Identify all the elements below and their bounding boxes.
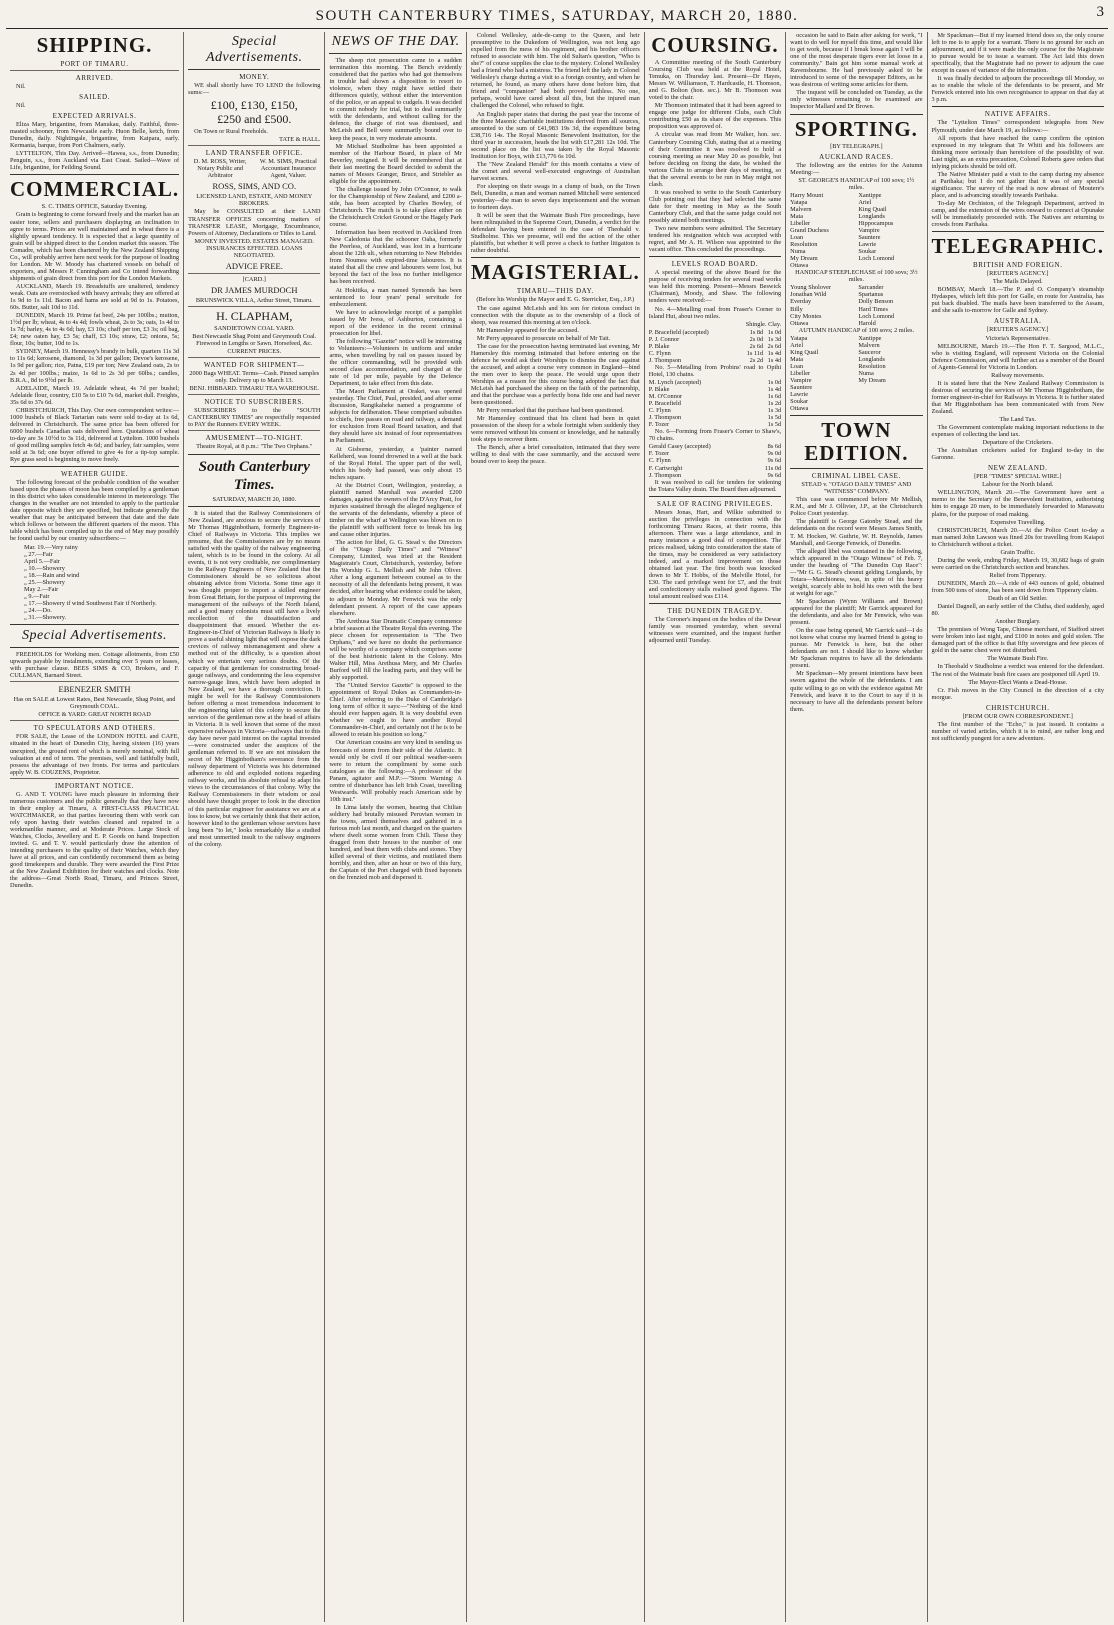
subscribers-text: SUBSCRIBERS to the "SOUTH CANTERBURY TIMES" are respectfully requested to PAY the Runners EVERY WEEK.: [188, 407, 321, 429]
coursing-item: Mr Thomson intimated that it had been agreed to engage one judge for different Clubs, each Club contributing £50 as its share of the expenses. This proposition was approved of.: [648, 102, 782, 131]
entry: Libeller: [790, 219, 811, 227]
entry: My Dream: [790, 255, 818, 263]
money-sums-2: £250 and £500.: [217, 112, 292, 127]
entry: Sauceror: [858, 348, 881, 356]
australia-heading: AUSTRALIA.: [994, 317, 1042, 326]
table-row: P. Bracefield 1s 2d: [648, 400, 782, 408]
table-row: M. O'Connor 1s 6d: [648, 393, 782, 401]
arrived-value: Nil.: [16, 83, 26, 90]
column-2: [184, 32, 325, 1622]
commercial-christchurch: CHRISTCHURCH, This Day. Our own correspondent writes:—1000 bushels of Black Tartarian oats were sold to-day at 1s 6d, delivered in Christchurch. The same price has been offered for 6000 bushels Canadian oats delivered here. Quotations of wheat to-day are 3s 10½d to 3s 11d, delivered at Lyttelton. 1000 bushels of good milling samples fetch 4s 6d; and barley, fair samples, were sold at 3s 6d; one buyer offered to give 4s for a tip-top sample. Rye grass seed is beginning to move freely.: [10, 406, 180, 464]
speculators-text: FOR SALE, the Lease of the LONDON HOTEL and CAFE, situated in the heart of Dunedin City, having sixteen (16) years unexpired, the ground rent of which is merely nominal, with full valuation at end of term. The premises, well and faithfully built, possess the advantage of two fronts. For terms and particulars apply W. B. COUZENS, Proprietor.: [10, 733, 180, 776]
mayor-heading: The Mayor-Elect Wants a Dead-House.: [968, 678, 1068, 686]
news-item: An English paper states that during the past year the income of the three Masonic charitable institutions derived from all sources, amounted to the sum of £41,983 19s 3d, the expenditure being £38,716 14s. The Royal Masonic Benevolent Institution, for the third year in succession, heads the list with £17,281 12s 10d. The second place on the list was taken by the Royal Masonic Institution for Boys, with £13,776 6s 10d.: [470, 110, 640, 160]
column-6: [786, 32, 927, 1622]
commercial-adelaide: ADELAIDE, March 19. Adelaide wheat, 4s 7d per bushel; Adelaide flour, country, £10 5s to £10 7s 6d, market dull. Freights, 35s 6d to 37s 6d.: [10, 384, 180, 406]
table-row: F. Tozer 1s 5d: [648, 421, 782, 429]
land-foot: MONEY INVESTED. ESTATES MANAGED. INSURANCES EFFECTED. LOANS NEGOTIATED.: [194, 237, 314, 259]
christchurch-heading: CHRISTCHURCH.: [985, 703, 1050, 712]
column-5: [645, 32, 786, 1622]
freeholds-ad: FREEHOLDS for Working men. Cottage allotments, from £50 upwards payable by instalments, extending over 5 years or leases, with purchase clause. BEES SIMS & CO, Brokers, and F. CULLMAN, Barnard Street.: [10, 651, 180, 680]
travel-heading: Expensive Travelling.: [990, 518, 1046, 526]
news-item: The challenge issued by John O'Connor, to walk for the Championship of New Zealand, and £200 a-side, has been accepted by Charles Bowley, of Christchurch. The match is to take place either on the Christchurch Cricket Ground or the Hagely Park course.: [329, 185, 462, 229]
entry: King Quail: [858, 205, 887, 213]
table-row: C. Flynn 1s 3d: [648, 407, 782, 415]
magisterial-sub: TIMARU—THIS DAY.: [516, 287, 594, 296]
special-ads-heading-2: Special Advertisements.: [206, 34, 303, 65]
entry: Jonathan Wild: [790, 291, 827, 299]
weather-row: „ 25.—Showery: [24, 578, 65, 586]
weather-row: „ 18.—Rain and wind: [24, 571, 80, 579]
mayor-text: Cr. Fish moves in the City Council in the direction of a city morgue.: [931, 686, 1104, 701]
sporting-heading: SPORTING.: [794, 116, 918, 141]
entry: Sarcander: [858, 284, 884, 292]
land-firm: ROSS, SIMS, AND CO.: [212, 181, 297, 192]
news-item: occasion he said to Bain after asking for work, "I want to do well for myself this time, and would like to get work, because if I break loose again I will be one of the most desperate tigers ever let loose in a community." Bain got him some manual work at Ravensbourne. He had previously asked to be introduced to some of the newspaper Editors, as he was desirous of writing some articles for them.: [790, 32, 923, 89]
handicap-2: HANDICAP STEEPLECHASE of 100 sovs; 3½ miles.: [795, 269, 918, 284]
entry: Malvern: [790, 205, 812, 213]
smith-office: OFFICE & YARD: GREAT NORTH ROAD: [38, 711, 151, 719]
land-transfer-heading: LAND TRANSFER OFFICE.: [205, 149, 303, 158]
news-item: The Arethusa Star Dramatic Company commence a brief season at the Theatre Royal this evening. The piece chosen for representation is "The Two Orphans," and we have no doubt the performance will be worthy of a company which comprises some of the best histrionic talent in the Colony. Mrs Walter Hill, Miss Arethusa Mery, and Mr Charles Burford will fill the leading parts, and they will be ably supported.: [329, 617, 462, 682]
sailed-label: SAILED.: [79, 93, 110, 102]
land-partner-left: D. M. ROSS, Writer, Notary Public and Arbitrator: [193, 158, 247, 180]
auckland-races-heading: AUCKLAND RACES.: [819, 152, 894, 161]
sailed-value: Nil.: [16, 102, 26, 110]
court-item: The Bench, after a brief consultation, intimated that they were willing to deal with the case summarily, and the accused were bound over to keep the peace.: [470, 444, 640, 466]
port-heading: PORT OF TIMARU.: [60, 60, 129, 68]
speculators-heading: TO SPECULATORS AND OTHERS.: [33, 724, 156, 733]
paper-nameplate: South Canterbury Times.: [198, 458, 310, 493]
table-row: J. Thompson 2s 2d 1s 4d: [648, 356, 782, 364]
weather-heading: WEATHER GUIDE.: [60, 470, 129, 479]
racing-heading: SALE OF RACING PRIVILEGES.: [656, 499, 773, 508]
weather-table: [10, 544, 179, 622]
entry: Loan: [790, 234, 804, 242]
entry: Lawrie: [858, 241, 877, 249]
grain-heading: Grain Traffic.: [1000, 548, 1036, 556]
table-row: P. Blake 1s 4d: [648, 386, 782, 394]
table-row: J. Thompson 9s 6d: [648, 471, 782, 479]
table-row: P. J. Connor 2s 0d 1s 3d: [648, 335, 782, 343]
doctor-name: DR JAMES MURDOCH: [211, 284, 298, 295]
entry: My Dream: [858, 376, 886, 384]
tenders-table-1: [649, 329, 781, 364]
entry: Sauntere: [858, 234, 881, 242]
money-sub: On Town or Rural Freeholds.: [194, 128, 268, 136]
weather-row: Mar. 19.—Very rainy: [24, 543, 78, 551]
libel-case-title: STEAD v. "OTAGO DAILY TIMES" AND "WITNESS" COMPANY.: [801, 481, 912, 496]
entry: Ottawa: [790, 319, 809, 327]
entry: Longlands: [858, 355, 885, 363]
expected-label: EXPECTED ARRIVALS.: [52, 112, 137, 121]
court-item: The case against McLeish and his son for riotous conduct in connection with the dispute as to the ownership of a flock of sheep, was resumed this morning at ten o'clock.: [470, 304, 640, 326]
entry: Numa: [790, 248, 806, 256]
clapham-prices: CURRENT PRICES.: [227, 348, 282, 356]
weather-row: „ 27.—Fair: [24, 550, 53, 558]
money-signature: TATE & HALL.: [279, 136, 321, 144]
news-item: At Hokitika, a man named Symonds has been sentenced to four years' penal servitude for embezzlement.: [329, 286, 462, 308]
commercial-office: S. C. TIMES OFFICE, Saturday Evening.: [41, 203, 148, 211]
entry: Loch Lomond: [858, 312, 895, 320]
amusement-text: Theatre Royal, at 8 p.m.: "The Two Orphans.": [196, 443, 313, 451]
auckland-intro: The following are the entries for the Autumn Meeting:—: [790, 161, 923, 176]
entry: Billy: [790, 305, 803, 313]
column-7: [928, 32, 1108, 1622]
news-item: Our American cousins are very kind in sending us forecasts of storm from their side of the Atlantic. It would only be civil if our political weather-seers were to return the compliment by some such catalogues as the following:—A professor of the Panam, agitator and M.P.:—"Storm Warning: A centre of disturbance has left Irish Coast, travelling Westwards. Will probably reach American side by 10th inst.": [329, 739, 462, 803]
wanted-signature: BENJ. HIBBARD. TIMARU TEA WAREHOUSE.: [189, 385, 320, 393]
native-item: The "Lyttelton Times" correspondent telegraphs from New Plymouth, under date March 19, as follows:—: [931, 119, 1104, 134]
amusement-heading: AMUSEMENT—TO-NIGHT.: [205, 434, 303, 443]
labour-text: WELLINGTON, March 20.—The Government have sent a memo to the Secretary of the Benevolent Institution, authorising him to engage 20 men, to be immediately forwarded to Manawatu plains, for the purpose of road making.: [931, 489, 1104, 518]
weather-row: „ 10.—Showery: [24, 564, 65, 572]
columns: [6, 32, 1108, 1622]
reuter-agency: [REUTER'S AGENCY.]: [986, 326, 1049, 334]
news-item: In Lima lately the women, hearing that Chilian soldiery had brutally misused Peruvian women in the towns, armed themselves and gathered in a furious mob last month, and charged on the quarters where dwelt some women from Chili. These they dragged from their houses to the number of one hundred, and beat them with clubs and stones. They killed several of their victims, and mutilated them horribly, and then, after an hour or two of this fury, the Captain of the Port charged with fixed bayonets on the frenzied mob and dispersed it.: [329, 803, 462, 882]
town-edition-heading: TOWN EDITION.: [804, 418, 909, 466]
entry: City Montes: [790, 312, 822, 320]
news-item: The following "Gazette" notice will be interesting to Volunteers:—Volunteers in uniform and under arms, when travelling by rail on passes issued by the officer commanding, will be provided with second class accommodation, and charged at the rate of 1d per mile, payable by the Defence Department, to take effect from this date.: [329, 337, 462, 388]
clapham-text: Best Newcastle Shag Point and Greymouth Coal. Firewood in Lengths or Sawn. Horsefeed, &c.: [192, 333, 317, 348]
entry: Dolly Benson: [858, 298, 894, 306]
land-partners: [188, 158, 320, 179]
entry: Soukar: [790, 398, 808, 406]
clapham-sub: SANDIETOWN COAL YARD.: [214, 324, 295, 332]
entry: Ariel: [858, 198, 872, 206]
expected-text: Eliza Mary, brigantine, from Manukau, daily. Faithful, three-masted schooner, from Newcastle early. Huon Belle, ketch, from Dunedin, daily. Nightingale, brigantine, from Kaipara, early. Kermania, barque, from Port Chalmers, early.: [10, 121, 180, 150]
waimate-heading: The Waimate Bush Fire.: [987, 655, 1049, 663]
libel-item: On the case being opened, Mr Garrick said—I do not know what course my learned friend is going to pursue. Mr Fenwick is here, but the other defendants are not. I should like to know whether Mr Spackman requires to have all the defendants present.: [790, 627, 923, 670]
news-item: For sleeping on their swags in a clump of bush, on the Town Belt, Dunedin, a man and woman named Mitchell were sentenced yesterday—the man to seven days imprisonment and the woman to fourteen days.: [470, 182, 640, 212]
native-item: All reports that have reached the camp confirm the opinion expressed in my telegram that Te Whiti and his followers are thinking more seriously than heretofore of the possibility of war. Last night, as an extra precaution, Colonel Roberts gave orders that inlying pickets should be told off.: [931, 134, 1104, 170]
tenders-table-2: [649, 379, 781, 428]
weather-row: „ 24.—Do.: [24, 606, 52, 614]
tipperary-text: DUNEDIN, March 20.—A ride of 443 ounces of gold, obtained from 500 tons of stone, has been sent down from Tipperary claim.: [931, 579, 1104, 594]
entry: Spartanus: [858, 291, 884, 299]
entries-list-1: [790, 192, 922, 270]
libel-item: This case was commenced before Mr Mellish, R.M., and Mr J. Ollivier, J.P., at the Christchurch Police Court yesterday.: [790, 496, 923, 518]
land-tax-heading: The Land Tax.: [999, 416, 1037, 424]
column-4: [467, 32, 645, 1622]
telegraphic-heading: TELEGRAPHIC.: [931, 234, 1104, 259]
shipping-heading: SHIPPING.: [36, 33, 153, 57]
tenders-table-3: [649, 443, 781, 478]
entry: Hippocampus: [858, 219, 894, 227]
correspondent-label: [FROM OUR OWN CORRESPONDENT.]: [962, 712, 1073, 720]
entry: King Quail: [790, 348, 819, 356]
page-number: 3: [1096, 4, 1104, 20]
smith-text: Has on SALE at Lowest Rates, Best Newcastle, Shag Point, and Greymouth COAL.: [13, 696, 176, 711]
entry: Hard Times: [858, 305, 888, 313]
handicap-1: ST. GEORGE'S HANDICAP of 100 sovs; 1½ miles.: [798, 176, 915, 191]
weather-row: „ 31.—Showery.: [24, 614, 67, 621]
table-row: F. Cartwright 11s 0d: [648, 464, 782, 472]
entry: Soukar: [858, 248, 877, 256]
news-item: Information has been received in Auckland from New Caledonia that the schooner Oaha, formerly the Peerless, of Auckland, was lost in a hurricane about the 12th ult., when returning to New Hebrides from Noumea with expired-time labourers. It is stated that all the crew and labourers were lost, but beyond the fact of the loss no further intelligence has been received.: [329, 229, 462, 286]
doctor-address: BRUNSWICK VILLA, Arthur Street, Timaru.: [195, 296, 313, 304]
notice-heading: IMPORTANT NOTICE.: [54, 781, 135, 790]
libel-heading: CRIMINAL LIBEL CASE.: [811, 472, 901, 481]
magisterial-heading: MAGISTERIAL.: [470, 260, 640, 285]
native-affairs-heading: NATIVE AFFAIRS.: [984, 110, 1051, 119]
entry: Longlands: [858, 212, 885, 220]
weather-row: May 2.—Fair: [24, 585, 59, 593]
entry: Young Sholover: [790, 284, 831, 292]
entries-list-3: [790, 335, 922, 413]
entry: Loch Lomond: [858, 255, 895, 263]
column-1: [6, 32, 184, 1622]
news-item: The Maori Parliament at Orakei, was opened yesterday. The Chief, Paul, presided, and after some discussion, Rangikaheke named a programme of subjects for deliberation. These comprised subsidies to chiefs, free passes on road and railway, a demand for exclusion from Road Board taxation, and that they should have six instead of four representatives in Parliament.: [329, 388, 462, 445]
coursing-heading: COURSING.: [651, 33, 779, 57]
wanted-text: 2000 Bags WHEAT. Terms—Cash. Pinned samples only. Delivery up to March 13.: [189, 370, 320, 385]
special-wire: [PER "TIMES" SPECIAL WIRE.]: [974, 473, 1062, 481]
news-item: We have to acknowledge receipt of a pamphlet issued by Mr Ivess, of Ashburton, containing a report of the evidence in the recent criminal prosecution for libel.: [329, 308, 462, 337]
dunedin-heading: THE DUNEDIN TRAGEDY.: [667, 607, 763, 616]
railway-heading: Railway movements.: [991, 371, 1045, 379]
coursing-item: A circular was read from Mr Walker, hon. sec. Canterbury Coursing Club, stating that at a meeting of their Committee it was resolved to hold a coursing meeting as near May 20 as possible, but before deciding on fixing the date, he wished the various Clubs to arrange their days of meeting, so that the several events to be run in May might not clash.: [648, 131, 782, 188]
entry: Xantippe: [858, 191, 882, 199]
libel-item: The alleged libel was contained in the following, which appeared in the "Otago Witness" of Feb. 7, under the heading of "The Dunedin Cup Race":—"Mr G. G. Stead's chesnut gelding Longlands, by Totara—Marchioness, was, in spite of his heavy weight, scarcely able to hold his own with the best at weight for age.": [790, 547, 923, 597]
land-partner-right: W. M. SIMS, Practical Accountant Insurance Agent, Valuer.: [259, 158, 317, 180]
tipperary-heading: Relief from Tipperary.: [989, 571, 1046, 579]
contract-1-head: Shingle. Clay.: [745, 320, 782, 328]
victoria-heading: Victoria's Representative.: [985, 334, 1050, 342]
entry: Vampire: [858, 226, 880, 234]
table-row: C. Flynn 1s 11d 1s 4d: [648, 349, 782, 357]
entry: Sauntere: [790, 384, 813, 392]
entry: Numa: [858, 369, 874, 377]
commercial-sydney: SYDNEY, March 19. Hennessy's brandy in bulk, quarters 11s 3d to 11s 6d; kerosene, diamond, 1s 3d per gallon; Devoe's kerosene, 1s 9d per gallon; rice, Patna, £19 per ton; New Zealand oats, 2s to 2s 4d per 100lbs.; maize, 1s 6d to 2s 3d per 60lbs.; candles, B.R.A., 8d to 9½d per lb.: [10, 348, 180, 384]
weather-text: The following forecast of the probable condition of the weather based upon the phases of moon has been compiled by a gentleman in this district who takes considerable interest in meteorology. The changes in the weather are not intended to apply to the particular date opposite which they are specified, but indicate generally the weather that may be anticipated between that date and the date which follows or between the different quarters of the moon. This table which has been compiled up to the end of May may possibly be found useful by our country subscribers:—: [10, 479, 180, 543]
travel-text: CHRISTCHURCH, March 20.—At the Police Court to-day a man named John Lawson was fined 20s for travelling from Kaiapoi to Christchurch without a ticket.: [931, 526, 1104, 548]
news-item: The inquest will be concluded on Tuesday, as the only witnesses remaining to be examined are Inspector Mallard and Dr Brown.: [790, 89, 923, 111]
entries-list-2: [790, 284, 922, 326]
table-row: C. Flynn 9s 6d: [648, 457, 782, 465]
table-row: M. Lynch (accepted) 1s 0d: [648, 378, 782, 386]
burglary-heading: Another Burglary.: [994, 618, 1041, 626]
card-label: [CARD.]: [242, 275, 266, 283]
cricket-heading: Departure of the Cricketers.: [982, 439, 1053, 447]
clapham-name: H. CLAPHAM,: [216, 308, 293, 323]
table-row: P. Blake 2s 6d 2s 6d: [648, 342, 782, 350]
special-ads-heading: Special Advertisements.: [22, 628, 168, 644]
weather-row: „ 17.—Showery if wind Southwest Fair if Northerly.: [24, 599, 157, 607]
commercial-dunedin: DUNEDIN, March 19. Prime fat beef, 24s per 100lbs.; mutton, 1½d per lb; wheat, 4s to 4s 4d; fowls wheat, 2s to 3s; oats, 1s 4d to 1s 7d; barley, 4s to 4s 6d; hay, £3 10s; chaff per ton, £3 3s; oil bag, £4; new oaten hay, £3 5s; chaff, £3 10s; straw, £2; onions, 5s; flour, 10s; butter, 10d to 1s.: [10, 312, 180, 348]
weather-row: April 5.—Fair: [24, 557, 61, 565]
news-item: The action for libel, G. G. Stead v. the Directors of the "Otago Daily Times" and "Witness" Company, Limited, was tried at the Resident Magistrate's Court, Christchurch, yesterday, before His Worship G. L. Mellish and Mr John Oliver. After a long argument between counsel as to the necessity of all the defendants being present, it was decided, after hearing what evidence could be taken, to adjourn to Monday. Mr Fenwick was the only defendant present. A report of the case appears elsewhere.: [329, 539, 462, 617]
dunedin-text: The Coroner's inquest on the bodies of the Dewar family was resumed yesterday, when several witnesses were examined, and the inquest further adjourned until Tuesday.: [648, 616, 782, 645]
libel-item: Mr Spackman (Wynn Williams and Brown) appeared for the plaintiff; Mr Garrick appeared for the defendants, and also for Mr Fenwick, who was present.: [790, 597, 923, 627]
entry: Ariel: [790, 341, 804, 349]
new-zealand-heading: NEW ZEALAND.: [987, 464, 1048, 473]
money-text: WE shall shortly have TO LEND the following sums:—: [188, 82, 321, 97]
native-item: The Native Minister paid a visit to the camp during my absence at Parihaka; but I do not gather that it was of any special significance. The survey of the road is now abreast of Moutere's place, and is advancing steadily towards Parihaka.: [931, 170, 1104, 199]
commercial-auckland: AUCKLAND, March 19. Breadstuffs are unaltered, tendency weak. Oats are overstocked with heavy arrivals; they are offered at 1s 9d to 1s 11d. Bacon and hams are sold at 9d to 1s. Potatoes, 60s. Butter, salt 10d to 11d.: [10, 282, 180, 312]
court-item: Mr Perry appeared to prosecute on behalf of Mr Tait.: [476, 334, 611, 342]
court-item: The case for the prosecution having terminated last evening, Mr Hamersley this morning intimated that before entering on the defence he would ask their Worships to dismiss the case against the accused, and adopt a course very common in England—bind the men over to keep the peace. He would urge upon their Worships as a reason for this course being adopted the fact that McLeish had purchased the sheep on the faith of the partnership, and that the purchase was a perfectly bona fide one and had never been questioned.: [470, 342, 640, 407]
land-firm-sub: LICENSED LAND, ESTATE, AND MONEY BROKERS.: [196, 193, 313, 208]
native-item: To-day Mr Orchiston, of the Telegraph Department, arrived in camp, and the extension of the wires onward to connect at Opunake will be immediately proceeded with. The Natives are returning to crowds from Parihaka.: [931, 199, 1104, 229]
land-tax-text: The Government contemplate making important reductions in the expenses of collecting the land tax.: [931, 424, 1104, 439]
commercial-text: Grain is beginning to come forward freely and the market has an easier tone, sellers and purchasers displaying an inclination to agree to terms. Prices are well maintained and in wheat there is a slightly upward tendency. It is expected that a large quantity of grain will be shipped direct to the London market this season. The Comadre, which has been chartered by the New Zealand Shipping Co., will probably arrive here next week for the purpose of loading for London. Mr W. Moody has chartered vessels on behalf of exporters, and Messrs P. Cunningham and Co intend forwarding shipments of grain direct from this port for the London Markets.: [10, 211, 180, 282]
entry: Ottawa: [790, 405, 809, 413]
entry: Mata: [790, 212, 804, 220]
entry: Grand Duchess: [790, 226, 829, 234]
table-row: Gerald Casey (accepted) 8s 6d: [648, 443, 782, 451]
money-heading: MONEY.: [239, 73, 270, 81]
sporting-sub: [BY TELEGRAPH.]: [830, 142, 883, 150]
masthead: SOUTH CANTERBURY TIMES, SATURDAY, MARCH 20, 1880.: [6, 4, 1108, 29]
mails-heading: The Mails Delayed.: [992, 278, 1043, 286]
entry: Ottawa: [790, 262, 809, 270]
levels-heading: LEVELS ROAD BOARD.: [671, 260, 759, 269]
entry: Loan: [790, 362, 804, 370]
court-item: Mr Perry remarked that the purchase had been questioned.: [476, 407, 624, 415]
christchurch-text: The first number of the "Echo," is just issued. It contains a number of varied articles, which it is to mind, are rather long and not sufficiently pungent for a new adventure.: [931, 720, 1104, 742]
news-item: The sheep riot prosecution came to a sudden termination this morning. The Bench evidently considered that the parties who had got themselves in trouble had shown a disposition to resort to violence, when they might have settled their differences quietly, without either the intervention of the police, or an appeal to cudgels. It was decided to commit nobody for trial, but to deal summarily with the defendants, and without calling for the defence, the charge of riot was dismissed, and McLeish and Bell were summarily bound over to keep the peace, in very moderate amounts.: [329, 57, 462, 142]
news-item: The "New Zealand Herald" for this month contains a view of the comet and several well-executed engravings of Australian harvest scenes.: [470, 160, 640, 182]
grain-text: During the week, ending Friday, March 19, 30,682 bags of grain were carried on the Christchurch section and branches.: [931, 556, 1104, 571]
mails-text: BOMBAY, March 18.—The P. and O. Company's steamship Hydaspes, which left this port for Galle, en route for Australia, has put back disabled. The mails have been transferred to the Assam, and she sails to-morrow for Galle and Sydney.: [931, 286, 1104, 315]
table-row: P. Bracefield (accepted) 1s 8d 1s 0d: [648, 328, 782, 336]
contract-2: No. 5—Metalling from Probins' road to Opihi Hotel, 130 chains.: [648, 363, 782, 378]
notice-text: G. AND T. YOUNG have much pleasure in informing their numerous customers and the public generally that they have now in their employ at Timaru, A FIRST-CLASS PRACTICAL WATCHMAKER, so that parties favouring them with work can rely upon having their watches cleaned and repaired in a workmanlike manner, and at Moderate Prices. Large Stock of Watches, Clocks, Jewellery and E. P. Goods on hand. Inspection invited. G. and T. Y. would particularly draw the attention of intending purchasers to the quality of their Watches, which they have at all prices, and can confidently recommend them as being good timekeepers and durable. They were awarded the First Prize at the New Zealand Exhibition for their watches and clocks. Note the address—Great North Road, Timaru, and Princes Street, Dunedin.: [10, 790, 180, 890]
cricket-text: The Australian cricketers sailed for England to-day in the Garonne.: [931, 447, 1104, 462]
levels-close: It was resolved to call for tenders for widening the Totara Valley drain. The Board then adjourned.: [648, 478, 782, 493]
coursing-item: It was resolved to write to the South Canterbury Club pointing out that they had selected the same date for their meeting in May as the South Canterbury Club, and that the same judge could not possibly attend both meetings.: [648, 188, 782, 225]
entry: Harold: [858, 319, 876, 327]
entry: Yatapa: [790, 198, 808, 206]
entry: Vampire: [790, 376, 812, 384]
news-item: Colonel Wellesley, aide-de-camp to the Queen, and heir presumptive to the Dukedom of Wellington, was not long ago expelled from the mess of his regiment, and his brother officers refused to associate with him. The old Sultan's question, "Who is she?" of course supplies the clue to the mystery. Colonel Wellesley had a friend who had a mistress. The friend left the lady in Colonel Wellesley's charge during a visit to a foreign country, and when he returned, he found, as many others have done before him, that friend and "companion" had both proved faithless. No one, perhaps, would have cared about all this, but the injured man challenged the Colonel, who refused to fight.: [470, 32, 640, 110]
railway-text: It is stated here that the New Zealand Railway Commission is desirous of securing the services of Mr Thomas Higginbotham, the former engineer-in-chief for Railways in Victoria. It is further stated that Mr Higginbotham has been communicated with from New Zealand.: [931, 379, 1104, 415]
entry: Harry Mount: [790, 191, 824, 199]
paper-date: SATURDAY, MARCH 20, 1880.: [212, 495, 297, 503]
column-3: [325, 32, 466, 1622]
land-text: May be CONSULTED at their LAND TRANSFER OFFICES concerning matters of TRANSFER LEASE, Mortgage, Encumbrance, Powers of Attorney, Declarations or Titles to Land.: [188, 208, 321, 237]
news-item: At the District Court, Wellington, yesterday, a plaintiff named Marshall was awarded £200 damages, against the owners of the D'Arcy Pratt, for injuries sustained through the alleged negligence of the servants of the defendants, whereby a piece of timber on the wharf at Wellington was blown on to the plaintiff with sufficient force to break his leg and cause other injuries.: [329, 481, 462, 539]
money-sums: £100, £130, £150,: [210, 98, 298, 113]
entry: Resolution: [790, 241, 818, 249]
settler-heading: Death of an Old Settler.: [987, 595, 1048, 603]
racing-text: Messrs Jonas, Hart, and Wilkie submitted to auction the privileges in connection with the forthcoming Timaru Races, at their rooms, this afternoon. There was a large attendance, and in many instances a good deal of competition. The prices realised, taking into consideration the state of the times, may be considered as very satisfactory indeed, and a marked improvement on those obtained last year. The first booth was knocked down to Mr T. Hobbs, of the Melville Hotel, for £30. The card privilege went for £7, and the fruit and confectionery stalls realised good figures. The total amount realised was £114.: [648, 508, 782, 601]
land-advice: ADVICE FREE.: [225, 260, 283, 271]
commercial-heading: COMMERCIAL.: [10, 177, 180, 202]
labour-heading: Labour for the North Island.: [982, 481, 1054, 489]
libel-item: Mr Spackman—My present intentions have been sworn against the whole of the defendants. I am quite willing to go on with the evidence against Mr Fenwick, and leave it to the Court to say if it is necessary to have all the defendants present before them.: [790, 670, 923, 713]
settler-text: Daniel Dagnell, an early settler of the Clutha, died suddenly, aged 80.: [931, 603, 1104, 618]
news-of-the-day-heading: NEWS OF THE DAY.: [331, 34, 460, 49]
british-foreign-heading: BRITISH AND FOREIGN.: [972, 261, 1063, 270]
libel-item: The plaintiff is George Gatonby Stead, and the defendants on the record were Messrs James Smith, T. M. Hocken, W. Guthrie, W. H. Reynolds, James Marshall, and George Fenwick, of Dunedin.: [790, 518, 923, 547]
news-item: It will be seen that the Waimate Bush Fire proceedings, have been relinquished in the Supreme Court, Dunedin, a verdict for the defendant having been entered in the case of Theobald v. Studholme. This we presume, will end the action of the other plaintiffs, but whether it will prove a check to further litigation is rather doubtful.: [470, 212, 640, 255]
table-row: F. Tozer 9s 0d: [648, 450, 782, 458]
entry: Resolution: [858, 362, 886, 370]
entry: Xantippe: [858, 334, 882, 342]
contract-3: No. 6—Forming from Fraser's Corner to Shaw's, 70 chains.: [648, 428, 782, 443]
entry: Everday: [790, 298, 812, 306]
subscribers-heading: NOTICE TO SUBSCRIBERS.: [204, 398, 305, 407]
libel-continued: It was finally decided to adjourn the proceedings till Monday, so as to enable the whole of the defendants to be present, and Mr Fenwick entered into his own recognisance to appear on that day at 3 p.m.: [931, 75, 1104, 104]
magisterial-bench: (Before his Worship the Mayor and E. G. Sterricker, Esq., J.P.): [476, 296, 635, 304]
news-item: The "United Service Gazette" is opposed to the appointment of Royal Dukes as Commanders-in-Chief. After referring to the Duke of Cambridge's long term of office it says:—"Nothing of the kind should ever happen again. It is very doubtful even whether we ought to have another Royal Commander-in-Chief, and certainly not if he is to be allowed to retain his position so long.": [329, 682, 462, 739]
arrived-label: ARRIVED.: [75, 74, 114, 82]
reuter-agency: [REUTER'S AGENCY.]: [986, 270, 1049, 278]
victoria-text: MELBOURNE, March 19.—The Hon F. T. Sargood, M.L.C., who is visiting England, will represent Victoria on the Colonial Defence Commission, and will further act as a member of the Board of Agents-General for Victoria in London.: [931, 342, 1104, 371]
entry: Libeller: [790, 369, 811, 377]
news-item: At Gisborne, yesterday, a 'painter named Kelleherd, was found drowned in a well at the back of the Royal Hotel. The upper part of the well, which his body had passed, was only about 15 inches square.: [329, 445, 462, 481]
entry: Yatapa: [790, 334, 808, 342]
entry: Malvern: [858, 341, 880, 349]
table-row: J. Thompson 1s 5d: [648, 414, 782, 422]
coursing-item: Two new members were admitted. The Secretary tendered his resignation which was accepted with regret, and Mr A. H. Wilson was appointed to the vacant office. This concluded the proceedings.: [648, 225, 782, 254]
wanted-heading: WANTED FOR SHIPMENT—: [203, 361, 305, 370]
entry: Mata: [790, 355, 804, 363]
weather-row: „ 9.—Fair: [24, 592, 50, 600]
court-item: Mr Hamersley appeared for the accused.: [476, 326, 579, 334]
coursing-item: A Committee meeting of the South Canterbury Coursing Club was held at the Royal Hotel, Temuka, on Thursday last. Present—Dr Hayes, Messrs W. Williamson, T. Hardcastle, H. Thomson, and G. Bolton (hon. sec.). Mr B. Thomson was voted to the chair.: [648, 59, 782, 102]
court-item: Mr Hamersley continued that his client had been in quiet possession of the sheep for a whole fortnight when suddenly they were removed without his consent or knowledge, and he naturally took steps to recover them.: [470, 415, 640, 444]
leader-article: It is stated that the Railway Commissioners of New Zealand, are anxious to secure the services of Mr Thomas Higginbotham, formerly Engineer-in-Chief of Railways in Victoria. This implies we presume, that the Commissioners are by no means satisfied with the quality of the railway engineering talent, which is to be found in the colony. At all events, it is not very creditable, nor complimentary to the Railway Engineers of New Zealand that the Commissioners should be so solicitous about obtaining advice from Victoria. Some time ago it was thought proper to import a skilled engineer from Great Britain, for the purpose of improving the management of the railways of the North Island, and a good many colonists must still have a lively recollection of the dissatisfaction and disappointment that ensued. Whether the ex-Engineer-in-Chief of Victorian Railways is likely to prove a useful shining light that will expose the dark crevices of railway mismanagement and shew a method out of the difficulty, is a question about which we entertain very serious doubts. Of the capacity of that gentleman for constructing broad-gauge railways, and condemning the less expensive narrow-gauge lines, which have been adopted in New Zealand, we have a thorough conviction. It might be well for the Railway Commissioners before offering a most tremendous inducement to the engineering talent of this colony to secure the services of the gentleman now at the head of affairs in Victoria. It is well known that some of the most expensive railways in Victoria—railways that to this day have never paid interest on the capital invested—were constructed under the auspices of the gentleman referred to. If we are not mistaken the secret of Mr Higginbotham's severance from the railway department of Victoria was his determined adherence to old and exploded notions regarding railway works, and his absolute refusal to adapt his views to the circumstances of that colony. Why the Railway Commissioners in their wisdom or zeal should have thought proper to look in the direction of this particular engineer for assistance we are at a loss to know, but we certainly think that their action, however kind to the gentleman whose services have long been "to let," looks remarkably like a studied and most unmerited insult to the railway engineers of the colony.: [188, 509, 321, 848]
lyttelton-shipping: LYTTELTON, This Day. Arrived—Hawea, s.s., from Dunedin; Penguin, s.s., from Auckland via East Coast. Sailed—Wave of Life, brigantine, for Feilding Sound.: [10, 150, 180, 172]
entry: Lawrie: [790, 391, 808, 399]
smith-name: EBENEZER SMITH: [58, 684, 131, 695]
contract-1: No. 4—Metalling road from Fraser's Corner to Island Hut, about two miles.: [648, 305, 782, 320]
burglary-text: The premises of Wong Tape, Chinese merchant, of Stafford street were broken into last night, and £100 in notes and gold stolen. The damaged part of the office is that fifty sovereigns and few pieces of gold in the same chest were not disturbed.: [931, 626, 1104, 655]
levels-text: A special meeting of the above Board for the purpose of receiving tenders for several road works was held this morning. Present—Messrs Beswick (Chairman), Moody, and Shaw. The following tenders were received:—: [648, 269, 782, 305]
waimate-text: In Theobald v Studholme a verdict was entered for the defendant. The rest of the Waimate bush fire cases are postponed till April 19.: [931, 663, 1104, 678]
handicap-3: AUTUMN HANDICAP of 100 sovs; 2 miles.: [798, 326, 915, 334]
libel-continued: Mr Spackman—But if my learned friend does so, the only course left to me is to apply for a warrant. There is no ground for such an adjournment, and if it were made the only course for the Magistrate to pursue would be to issue a warrant. The Act laid this down specifically, that the Magistrate had no power to adjourn the case except in cases of variance of the information.: [931, 32, 1104, 75]
news-item: Mr Michael Studholme has been appointed a member of the Harbour Board, in place of Mr Beverley, resigned. It will be remembered that at their last meeting the Board decided to submit the names of Messrs Granger, Bruce, and Striebler as eligible for the appointment.: [329, 142, 462, 185]
